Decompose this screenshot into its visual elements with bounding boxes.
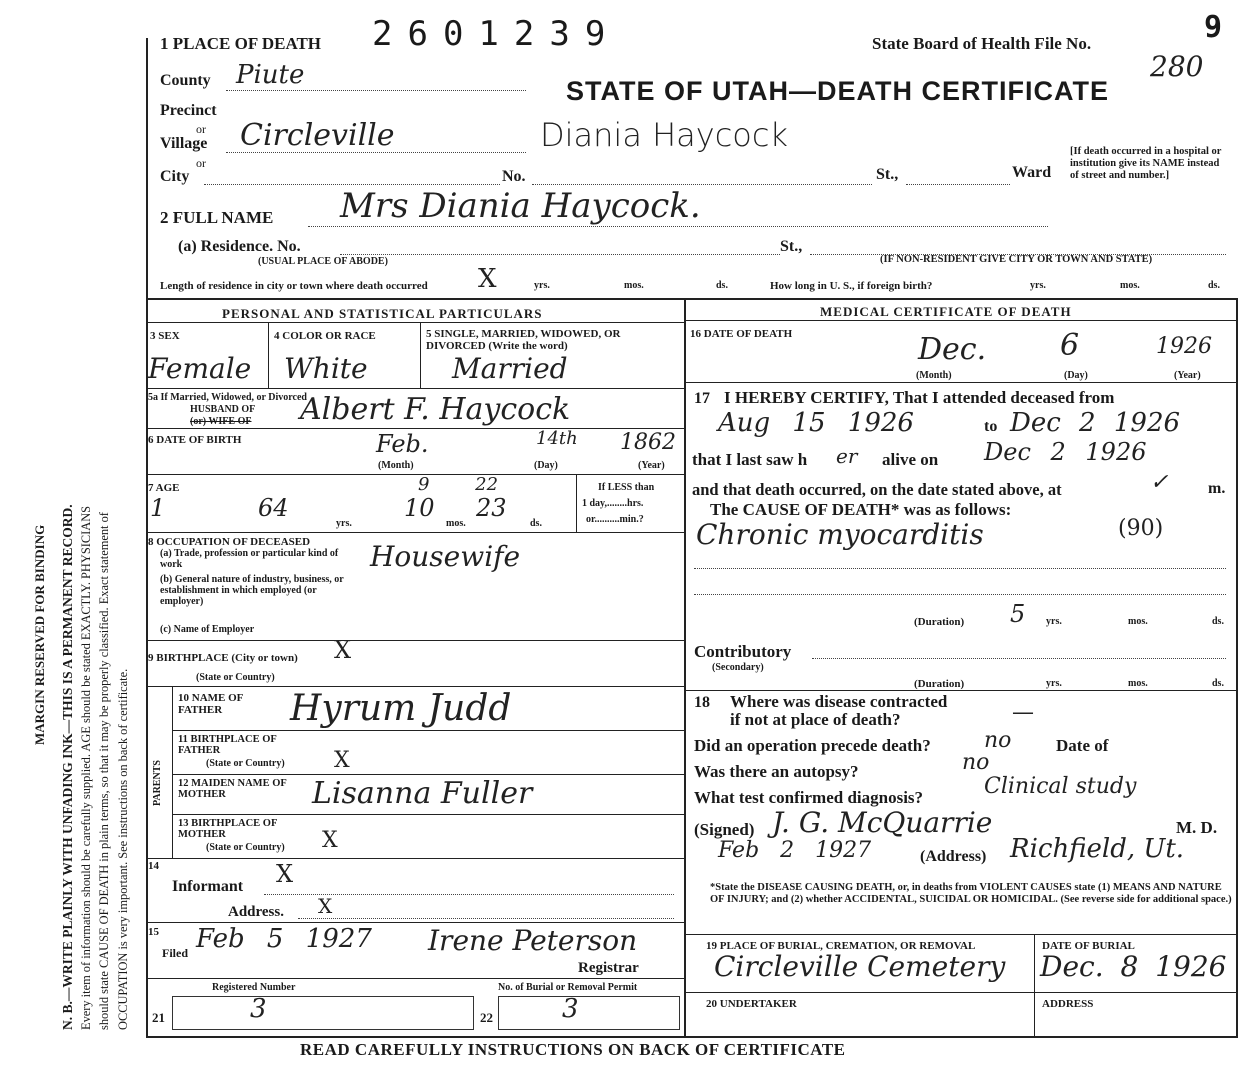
sex-label: 3 SEX (150, 330, 180, 342)
burial-date-value: Dec. 8 1926 (1040, 950, 1227, 983)
where-contracted-1: Where was disease contracted (730, 692, 948, 711)
dob-year-caption: (Year) (638, 460, 665, 471)
certify-text: I HEREBY CERTIFY, That I attended deceased from (724, 388, 1115, 407)
file-no-label: State Board of Health File No. (872, 34, 1092, 53)
occupation-value: Housewife (370, 540, 521, 573)
length-residence-value: X (478, 264, 497, 294)
age-label: 7 AGE (148, 482, 180, 494)
birthplace-value: X (334, 636, 352, 664)
rule (420, 322, 421, 388)
duration2-yrs: yrs. (1046, 678, 1062, 689)
burial-date-label: DATE OF BURIAL (1042, 940, 1135, 952)
typed-name: Diania Haycock (540, 116, 788, 154)
last-saw-date: Dec 2 1926 (984, 438, 1147, 466)
rule (684, 320, 1236, 321)
binding-margin-note: MARGIN RESERVED FOR BINDING (32, 524, 47, 745)
house-no-label: No. (502, 168, 526, 185)
death-year-caption: (Year) (1174, 370, 1201, 381)
autopsy-value: no (962, 750, 990, 775)
father-name-label: 10 NAME OF FATHER (178, 692, 243, 716)
death-day: 6 (1060, 328, 1080, 363)
nonresident-note: (IF NON-RESIDENT GIVE CITY OR TOWN AND STATE) (880, 254, 1153, 265)
color-label: 4 COLOR OR RACE (274, 330, 376, 342)
length-mos: mos. (624, 280, 644, 291)
m-label: m. (1208, 480, 1226, 497)
registered-number-value: 3 (250, 994, 267, 1024)
where-contracted-2: if not at place of death? (730, 710, 901, 729)
operation-value: no (984, 728, 1012, 753)
burial-permit-index: 22 (480, 1010, 493, 1025)
section-divider (146, 298, 1236, 300)
registered-number-label: Registered Number (212, 982, 296, 993)
place-of-death-label: 1 PLACE OF DEATH (160, 34, 322, 53)
duration2-label: (Duration) (914, 678, 965, 690)
instructions-line-3: should state CAUSE OF DEATH in plain terms, so that it may be properly classified. Exact statement of (97, 512, 111, 1030)
rule (576, 474, 577, 532)
marital-label: 5 SINGLE, MARRIED, WIDOWED, OR DIVORCED (Write the word) (426, 328, 621, 352)
death-month-caption: (Month) (916, 370, 952, 381)
file-no-value: 280 (1150, 50, 1204, 83)
last-saw-text: that I last saw h (692, 450, 808, 469)
instructions-line-4: OCCUPATION is very important. See instructions on back of certificate. (116, 668, 130, 1030)
to-label: to (984, 418, 998, 435)
test-value: Clinical study (984, 774, 1137, 799)
spouse-label-2: HUSBAND OF (190, 404, 256, 415)
signed-label: (Signed) (694, 820, 755, 839)
undertaker-address-label: ADDRESS (1042, 998, 1094, 1010)
date-of-death-label: 16 DATE OF DEATH (690, 328, 793, 340)
filed-number: 15 (148, 926, 159, 938)
rule (146, 474, 684, 475)
burial-permit-box (498, 996, 680, 1030)
cause-footnote: *State the DISEASE CAUSING DEATH, or, in deaths from VIOLENT CAUSES state (1) MEANS AND NATURE OF INJURY; and (2) whether ACCIDENTAL, SUICIDAL OR HOMICIDAL. (See reverse side for additional space.) (710, 882, 1232, 905)
full-name-label: 2 FULL NAME (160, 208, 274, 227)
registered-number-box (172, 996, 474, 1030)
marital-value: Married (452, 352, 568, 385)
rule (172, 774, 684, 775)
us-yrs: yrs. (1030, 280, 1046, 291)
age-ds-unit: ds. (530, 518, 542, 529)
dob-day: 14th (536, 428, 578, 449)
rule (146, 858, 684, 859)
residence-label: (a) Residence. No. (178, 238, 301, 255)
certificate-serial-number: 2601239 (372, 14, 621, 54)
operation-date-label: Date of (1056, 736, 1109, 755)
father-birthplace-sub: (State or Country) (206, 758, 285, 769)
medical-heading: MEDICAL CERTIFICATE OF DEATH (820, 304, 1072, 319)
duration-mos: mos. (1128, 616, 1148, 627)
or-label-1: or (196, 122, 206, 136)
father-birthplace-label: 11 BIRTHPLACE OF FATHER (178, 734, 277, 756)
registrar-signature: Irene Peterson (428, 924, 638, 957)
county-label: County (160, 72, 211, 89)
dob-day-caption: (Day) (534, 460, 558, 471)
alive-on-label: alive on (882, 450, 939, 469)
death-time: ✓ (1150, 470, 1169, 495)
rule (694, 594, 1226, 595)
cause-label: The CAUSE OF DEATH* was as follows: (710, 500, 1012, 519)
rule (146, 922, 684, 923)
dob-label: 6 DATE OF BIRTH (148, 434, 242, 446)
county-line (226, 90, 526, 91)
undertaker-label: 20 UNDERTAKER (706, 998, 797, 1010)
less-than-1: If LESS than (598, 482, 655, 493)
mother-name-value: Lisanna Fuller (312, 776, 533, 811)
rule (146, 978, 684, 979)
father-name-value: Hyrum Judd (290, 688, 512, 729)
street-label: St., (876, 166, 899, 183)
spouse-value: Albert F. Haycock (300, 392, 571, 427)
mother-birthplace-value: X (322, 828, 338, 853)
rule (684, 934, 1236, 935)
age-mos-unit: mos. (446, 518, 466, 529)
death-day-caption: (Day) (1064, 370, 1088, 381)
mother-name-label: 12 MAIDEN NAME OF MOTHER (178, 778, 287, 800)
page-number: 9 (1204, 10, 1223, 45)
age-days: 23 (476, 494, 507, 522)
contracted-number: 18 (694, 694, 710, 711)
footer-instructions: READ CAREFULLY INSTRUCTIONS ON BACK OF CERTIFICATE (300, 1040, 846, 1059)
burial-permit-label: No. of Burial or Removal Permit (498, 982, 638, 993)
duration2-mos: mos. (1128, 678, 1148, 689)
rule (172, 686, 173, 858)
rule (146, 640, 684, 641)
rule (684, 992, 1236, 993)
duration-yrs: yrs. (1046, 616, 1062, 627)
column-divider (684, 298, 686, 1036)
city-label: City (160, 168, 190, 185)
duration-ds: ds. (1212, 616, 1224, 627)
attended-from: Aug 15 1926 (718, 408, 914, 438)
duration-value: 5 (1010, 600, 1026, 628)
attended-to: Dec 2 1926 (1010, 408, 1181, 438)
full-name-value: Mrs Diania Haycock. (340, 186, 701, 226)
employer-label: (c) Name of Employer (160, 624, 255, 635)
less-than-2: 1 day,........hrs. (582, 498, 644, 509)
contributory-label: Contributory (694, 642, 792, 661)
burial-place-value: Circleville Cemetery (714, 950, 1006, 983)
age-yrs-unit: yrs. (336, 518, 352, 529)
rule (812, 658, 1226, 659)
test-label: What test confirmed diagnosis? (694, 788, 924, 807)
residence-sub: (USUAL PLACE OF ABODE) (258, 256, 388, 267)
ward-label: Ward (1012, 164, 1052, 181)
birthplace-state: (State or Country) (196, 672, 275, 683)
personal-heading: PERSONAL AND STATISTICAL PARTICULARS (222, 306, 543, 321)
length-residence-label: Length of residence in city or town where death occurred (160, 280, 428, 292)
age-calc-mark: 1 (150, 494, 166, 522)
rule (268, 322, 269, 388)
ward-note: [If death occurred in a hospital or institution give its NAME instead of street and number.] (1070, 146, 1222, 181)
md-label: M. D. (1176, 818, 1218, 837)
county-value: Piute (236, 60, 305, 90)
mother-birthplace-sub: (State or Country) (206, 842, 285, 853)
less-than-3: or..........min.? (586, 514, 644, 525)
filed-label: Filed (162, 946, 188, 960)
informant-label: Informant (172, 878, 244, 895)
mother-birthplace-label: 13 BIRTHPLACE OF MOTHER (178, 818, 278, 840)
rule (146, 388, 684, 389)
cause-code: (90) (1118, 516, 1164, 541)
village-value: Circleville (240, 118, 395, 153)
form-right-border (1236, 298, 1238, 1038)
color-value: White (284, 352, 368, 385)
registrar-label: Registrar (578, 960, 639, 976)
physician-signature: J. G. McQuarrie (772, 806, 993, 839)
ward-line (906, 184, 1010, 185)
parents-label: PARENTS (152, 760, 163, 806)
rule (172, 814, 684, 815)
occupation-a: (a) Trade, profession or particular kind of work (160, 548, 339, 570)
rule (146, 686, 684, 687)
duration-label: (Duration) (914, 616, 965, 628)
city-line (204, 184, 500, 185)
village-line (226, 152, 526, 153)
instructions-line-1: N. B.—WRITE PLAINLY WITH UNFADING INK—THIS IS A PERMANENT RECORD. (60, 504, 75, 1030)
birthplace-label: 9 BIRTHPLACE (City or town) (148, 652, 298, 664)
burial-permit-value: 3 (562, 994, 579, 1024)
spouse-label-3: (or) WIFE OF (190, 416, 252, 427)
last-saw-pronoun: er (836, 444, 858, 468)
death-month: Dec. (918, 332, 987, 367)
dob-month-caption: (Month) (378, 460, 414, 471)
dob-month: Feb. (376, 430, 429, 458)
rule (694, 568, 1226, 569)
dob-year: 1862 (620, 430, 676, 455)
or-label-2: or (196, 156, 206, 170)
village-label: Village (160, 135, 208, 152)
burial-place-label: 19 PLACE OF BURIAL, CREMATION, OR REMOVAL (706, 940, 976, 952)
death-occurred-text: and that death occurred, on the date stated above, at (692, 480, 1062, 499)
precinct-label: Precinct (160, 102, 217, 119)
physician-address-value: Richfield, Ut. (1010, 834, 1185, 864)
us-residence-label: How long in U. S., if foreign birth? (770, 280, 933, 292)
age-months: 10 (404, 494, 435, 522)
physician-address-label: (Address) (920, 848, 987, 865)
rule (172, 730, 684, 731)
informant-number: 14 (148, 860, 159, 872)
contributory-sub: (Secondary) (712, 662, 764, 673)
death-year: 1926 (1156, 334, 1212, 359)
street-line (532, 184, 872, 185)
where-contracted-value: — (1012, 700, 1034, 725)
informant-address-line (298, 918, 674, 919)
age-calc-top: 9 22 (418, 474, 499, 495)
rule (146, 532, 684, 533)
us-ds: ds. (1208, 280, 1220, 291)
residence-street-label: St., (780, 238, 803, 255)
residence-line (340, 254, 780, 255)
full-name-line (308, 226, 1048, 227)
signature-date: Feb 2 1927 (718, 838, 872, 863)
rule (684, 690, 1236, 691)
filed-value: Feb 5 1927 (196, 924, 372, 954)
form-bottom-border (146, 1036, 1236, 1038)
spouse-label-1: 5a If Married, Widowed, or Divorced (148, 392, 307, 403)
instructions-line-2: Every item of information should be carefully supplied. AGE should be stated EXACTLY. PHYSICIANS (79, 505, 93, 1030)
age-years: 64 (258, 494, 289, 522)
autopsy-label: Was there an autopsy? (694, 762, 859, 781)
occupation-b: (b) General nature of industry, business, or establishment in which employed (or employer) (160, 574, 344, 607)
sex-value: Female (148, 352, 252, 385)
informant-value: X (276, 860, 294, 888)
certify-number: 17 (694, 390, 710, 407)
informant-address-value: X (318, 894, 333, 918)
cause-value: Chronic myocarditis (696, 518, 984, 551)
occupation-label: 8 OCCUPATION OF DECEASED (148, 536, 311, 548)
operation-label: Did an operation precede death? (694, 736, 931, 755)
reg-number-index: 21 (152, 1010, 165, 1025)
rule (146, 428, 684, 429)
us-mos: mos. (1120, 280, 1140, 291)
rule (1034, 934, 1035, 1036)
length-yrs: yrs. (534, 280, 550, 291)
certificate-title: STATE OF UTAH—DEATH CERTIFICATE (566, 76, 1109, 106)
rule (684, 382, 1236, 383)
informant-address-label: Address. (228, 904, 284, 920)
father-birthplace-value: X (334, 748, 350, 773)
length-ds: ds. (716, 280, 728, 291)
duration2-ds: ds. (1212, 678, 1224, 689)
rule (146, 322, 684, 323)
